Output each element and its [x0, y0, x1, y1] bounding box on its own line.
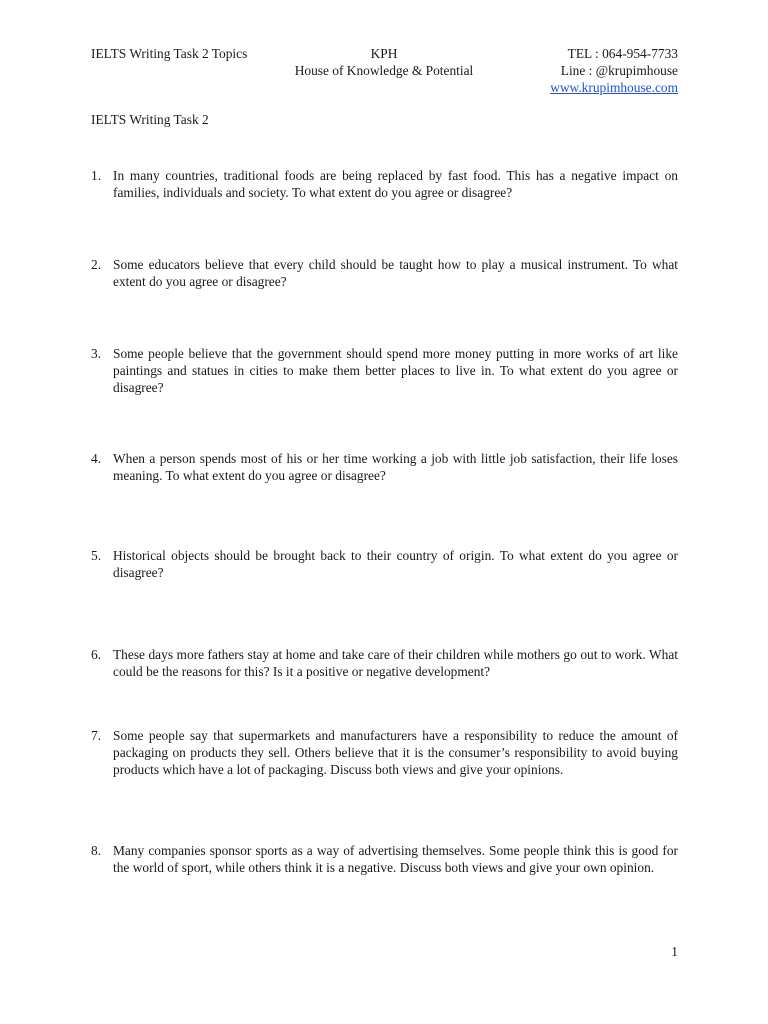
question-item: [91, 646, 678, 680]
question-text: Historical objects should be brought back to their country of origin. To what extent do you agree or disagree?: [113, 548, 678, 580]
question-item: [91, 727, 678, 778]
header-right: [550, 45, 678, 96]
header-center: [272, 45, 496, 79]
question-number: 7.: [91, 728, 102, 743]
question-number: 6.: [91, 647, 102, 662]
question-text: When a person spends most of his or her time working a job with little job satisfaction, their life loses meaning. To what extent do you agree or disagree?: [113, 451, 678, 483]
header-org-name: House of Knowledge & Potential: [294, 63, 474, 78]
header-doc-title: IELTS Writing Task 2 Topics: [91, 46, 248, 61]
question-number: 1.: [91, 168, 102, 183]
header-org-abbrev: KPH: [370, 46, 398, 61]
page-number: 1: [671, 944, 678, 959]
question-number: 2.: [91, 257, 102, 272]
question-text: Some people say that supermarkets and manufacturers have a responsibility to reduce the amount of packaging on products they sell. Others believe that it is the consumer’s responsibility to avoid buying products which have a lot of packaging. Discuss both views and give your opinions.: [113, 728, 678, 777]
question-item: [91, 345, 678, 396]
question-text: These days more fathers stay at home and take care of their children while mothers go out to work. What could be the reasons for this? Is it a positive or negative development?: [113, 647, 678, 679]
question-text: Some educators believe that every child should be taught how to play a musical instrument. To what extent do you agree or disagree?: [113, 257, 678, 289]
header-line-id: Line : @krupimhouse: [560, 63, 678, 78]
header-phone: TEL : 064-954-7733: [567, 46, 678, 61]
question-number: 4.: [91, 451, 102, 466]
question-text: Many companies sponsor sports as a way of advertising themselves. Some people think this is good for the world of sport, while others think it is a negative. Discuss both views and give your own opinion.: [113, 843, 678, 875]
website-link[interactable]: www.krupimhouse.com: [550, 80, 678, 95]
question-item: [91, 547, 678, 581]
question-text: Some people believe that the government should spend more money putting in more works of art like paintings and statues in cities to make them better places to live in. To what extent do you agree or disagree?: [113, 346, 678, 395]
question-number: 8.: [91, 843, 102, 858]
question-number: 5.: [91, 548, 102, 563]
section-title: IELTS Writing Task 2: [91, 112, 209, 127]
question-item: [91, 842, 678, 876]
question-item: [91, 450, 678, 484]
question-item: [91, 256, 678, 290]
header-left: [91, 45, 247, 62]
question-number: 3.: [91, 346, 102, 361]
question-item: [91, 167, 678, 201]
question-text: In many countries, traditional foods are being replaced by fast food. This has a negative impact on families, individuals and society. To what extent do you agree or disagree?: [113, 168, 678, 200]
